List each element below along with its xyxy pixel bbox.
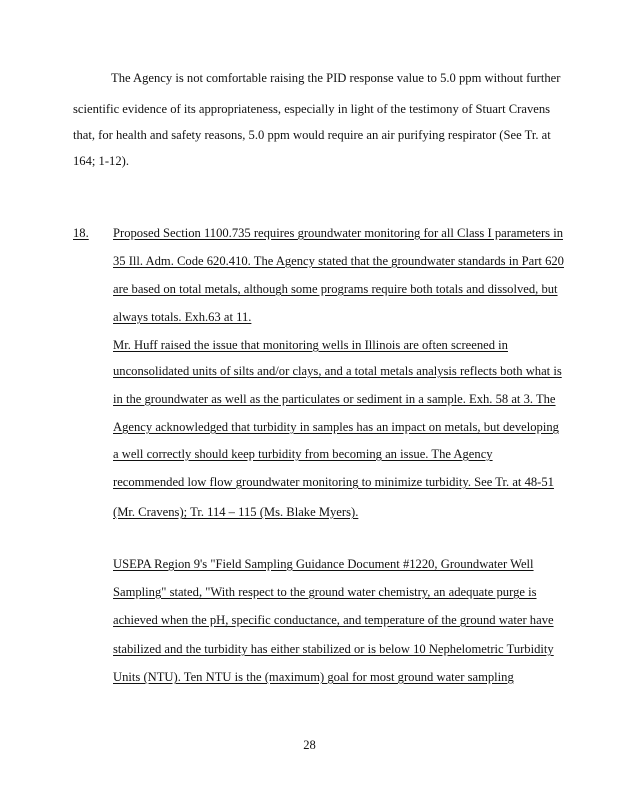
- page-number: 28: [303, 738, 316, 752]
- intro-line-4: 164; 1-12).: [73, 154, 129, 168]
- intro-line-1: The Agency is not comfortable raising the PID response value to 5.0 ppm without further: [111, 71, 561, 85]
- usepa-line-4: stabilized and the turbidity has either stabilized or is below 10 Nephelometric Turbidity: [113, 642, 554, 656]
- item-18-line-6: unconsolidated units of silts and/or clays, and a total metals analysis reflects both what is: [113, 364, 562, 378]
- item-18-line-8: Agency acknowledged that turbidity in samples has an impact on metals, but developing: [113, 420, 559, 434]
- item-18-line-2: 35 Ill. Adm. Code 620.410. The Agency stated that the groundwater standards in Part 620: [113, 254, 564, 268]
- usepa-line-2: Sampling" stated, "With respect to the ground water chemistry, an adequate purge is: [113, 585, 537, 599]
- intro-line-3: that, for health and safety reasons, 5.0 ppm would require an air purifying respirator (See Tr. at: [73, 128, 551, 142]
- item-18-line-11: (Mr. Cravens); Tr. 114 – 115 (Ms. Blake Myers).: [113, 505, 359, 519]
- item-18-line-1: [113, 225, 563, 241]
- usepa-line-1: USEPA Region 9's "Field Sampling Guidance Document #1220, Groundwater Well: [113, 557, 534, 571]
- item-18-line-9: a well correctly should keep turbidity from becoming an issue. The Agency: [113, 447, 493, 461]
- item-18-line-1-text: Proposed Section 1100.735 requires groundwater monitoring for all Class I parameters in: [113, 226, 564, 240]
- usepa-line-3: achieved when the pH, specific conductance, and temperature of the ground water have: [113, 613, 554, 627]
- item-18-line-7: in the groundwater as well as the particulates or sediment in a sample. Exh. 58 at 3. The: [113, 392, 556, 406]
- usepa-line-5: Units (NTU). Ten NTU is the (maximum) goal for most ground water sampling: [113, 670, 514, 684]
- item-18-line-10: recommended low flow groundwater monitoring to minimize turbidity. See Tr. at 48-51: [113, 475, 554, 489]
- item-18-line-3: are based on total metals, although some programs require both totals and dissolved, but: [113, 282, 558, 296]
- item-18-number: 18.: [73, 226, 89, 240]
- intro-line-2: scientific evidence of its appropriateness, especially in light of the testimony of Stuart Cravens: [73, 102, 551, 116]
- item-18-line-4: always totals. Exh.63 at 11.: [113, 310, 252, 324]
- item-18-line-5: Mr. Huff raised the issue that monitoring wells in Illinois are often screened in: [113, 338, 508, 352]
